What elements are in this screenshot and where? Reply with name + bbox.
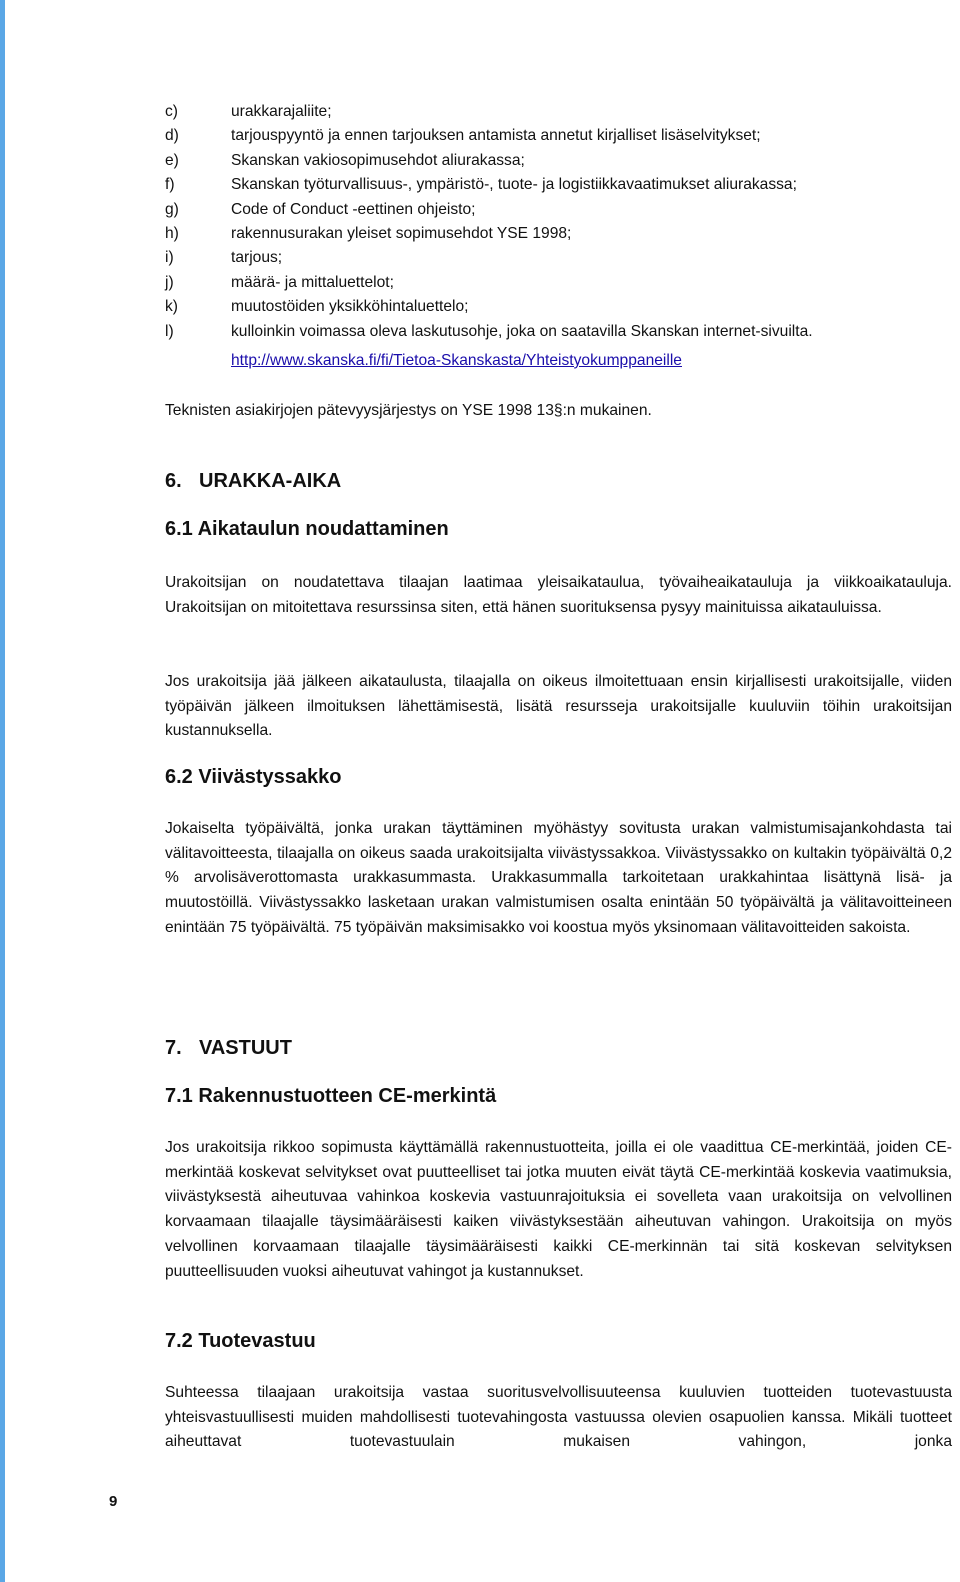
section-title: VASTUUT [199, 1037, 292, 1059]
section-title: URAKKA-AIKA [199, 470, 342, 492]
list-item [165, 124, 957, 148]
list-item [165, 222, 957, 246]
paragraph: Jos urakoitsija rikkoo sopimusta käyttämällä rakennustuotteita, joilla ei ole vaadittua CE-merkintää, joiden CE-merkintää koskevat selvitykset ovat puutteelliset tai jotka muuten eivät täytä CE-merkintää koskevia vaatimuksia, viivästyksestä aiheutuvaa vahinkoa koskevia vastuunrajoituksia ei sovelleta vaan urakoitsija on velvollinen korvaamaan tilaajalle täysimääräisesti kaiken viivästyksestään aiheutuvan vahingon. Urakoitsija on myös velvollinen korvaamaan tilaajalle täysimääräisesti kaikki CE-merkinnän tai sitä koskevan selvityksen puutteellisuuden vuoksi aiheutuvat vahingot ja kustannukset. [165, 1139, 952, 1280]
list-marker: j) [165, 273, 174, 291]
subsection-7-2-heading: 7.2 Tuotevastuu [165, 1330, 316, 1352]
list-item-text: määrä- ja mittaluettelot; [231, 273, 394, 291]
list-marker: e) [165, 151, 179, 169]
precedence-paragraph: Teknisten asiakirjojen pätevyysjärjestys on YSE 1998 13§:n mukainen. [165, 402, 652, 419]
list-item [165, 100, 957, 124]
section-6-heading [165, 469, 341, 493]
left-accent-bar [0, 0, 5, 1582]
list-item [165, 149, 957, 173]
list-marker: g) [165, 200, 179, 218]
list-item-text: Skanskan työturvallisuus-, ympäristö-, tuote- ja logistiikkavaatimukset aliurakassa; [231, 176, 797, 194]
list-marker: h) [165, 224, 179, 242]
subsection-6-1-heading: 6.1 Aikataulun noudattaminen [165, 518, 449, 540]
section-number: 7. [165, 1037, 182, 1059]
subsection-7-1-heading: 7.1 Rakennustuotteen CE-merkintä [165, 1085, 497, 1107]
paragraph: Jos urakoitsija jää jälkeen aikataulusta, tilaajalla on oikeus ilmoitettuaan ensin kirjallisesti urakoitsijalle, viiden työpäivän jälkeen ilmoituksen lähettämisestä, lisätä resursseja urakoitsijalle kuuluviin töihin urakoitsijan kustannuksella. [165, 673, 952, 740]
list-item-text: tarjouspyyntö ja ennen tarjouksen antamista annetut kirjalliset lisäselvitykset; [231, 127, 761, 145]
section-7-heading [165, 1036, 292, 1060]
list-item [165, 320, 957, 344]
link-line [231, 349, 682, 373]
list-item-text: rakennusurakan yleiset sopimusehdot YSE 1998; [231, 224, 572, 242]
list-item-text: muutostöiden yksikköhintaluettelo; [231, 298, 469, 316]
subsection-6-2-heading: 6.2 Viivästyssakko [165, 766, 342, 788]
list-marker: f) [165, 176, 175, 194]
document-list [165, 100, 957, 344]
list-item-text: tarjous; [231, 249, 283, 267]
list-marker: k) [165, 298, 178, 316]
section-number: 6. [165, 470, 182, 492]
list-item-text: Code of Conduct -eettinen ohjeisto; [231, 200, 476, 218]
list-item [165, 295, 957, 319]
list-item-text: urakkarajaliite; [231, 103, 332, 120]
paragraph: Jokaiselta työpäivältä, jonka urakan täyttäminen myöhästyy sovitusta urakan valmistumisajankohdasta tai välitavoitteesta, tilaajalla on oikeus saada urakoitsijalta viivästyssakkoa. Viivästyssakko on kultakin työpäivältä 0,2 % arvolisäverottomasta urakkasummasta. Urakkasummalla tarkoitetaan urakkahintaa lisättynä lisä- ja muutostöillä. Viivästyssakko lasketaan urakan valmistumisen osalta enintään 50 työpäivältä ja välitavoitteineen enintään 75 työpäivältä. 75 työpäivän maksimisakko voi koostua myös yksinomaan välitavoitteiden sakoista. [165, 820, 952, 936]
list-item [165, 198, 957, 222]
skanska-partners-link[interactable]: http://www.skanska.fi/fi/Tietoa-Skanskasta/Yhteistyokumppaneille [231, 352, 682, 369]
list-item [165, 246, 957, 270]
page-number: 9 [109, 1493, 118, 1510]
list-marker: c) [165, 103, 178, 120]
list-item [165, 271, 957, 295]
list-item-text: kulloinkin voimassa oleva laskutusohje, joka on saatavilla Skanskan internet-sivuilta. [231, 322, 813, 340]
paragraph: Suhteessa tilaajaan urakoitsija vastaa suoritusvelvollisuuteensa kuuluvien tuotteiden tuotevastuusta yhteisvastuullisesti muiden mahdollisesti tuotevahingosta vastuussa olevien osapuolien kanssa. Mikäli tuotteet aiheuttavat tuotevastuulain mukaisen vahingon, jonka [165, 1384, 952, 1451]
list-marker: d) [165, 127, 179, 145]
paragraph: Urakoitsijan on noudatettava tilaajan laatimaa yleisaikataulua, työvaiheaikatauluja ja viikkoaikatauluja. Urakoitsijan on mitoitettava resurssinsa siten, että hänen suorituksensa pysyy mainituissa aikatauluissa. [165, 574, 952, 616]
list-marker: l) [165, 322, 174, 340]
list-item-text: Skanskan vakiosopimusehdot aliurakassa; [231, 151, 525, 169]
list-item [165, 173, 957, 197]
list-marker: i) [165, 249, 174, 267]
